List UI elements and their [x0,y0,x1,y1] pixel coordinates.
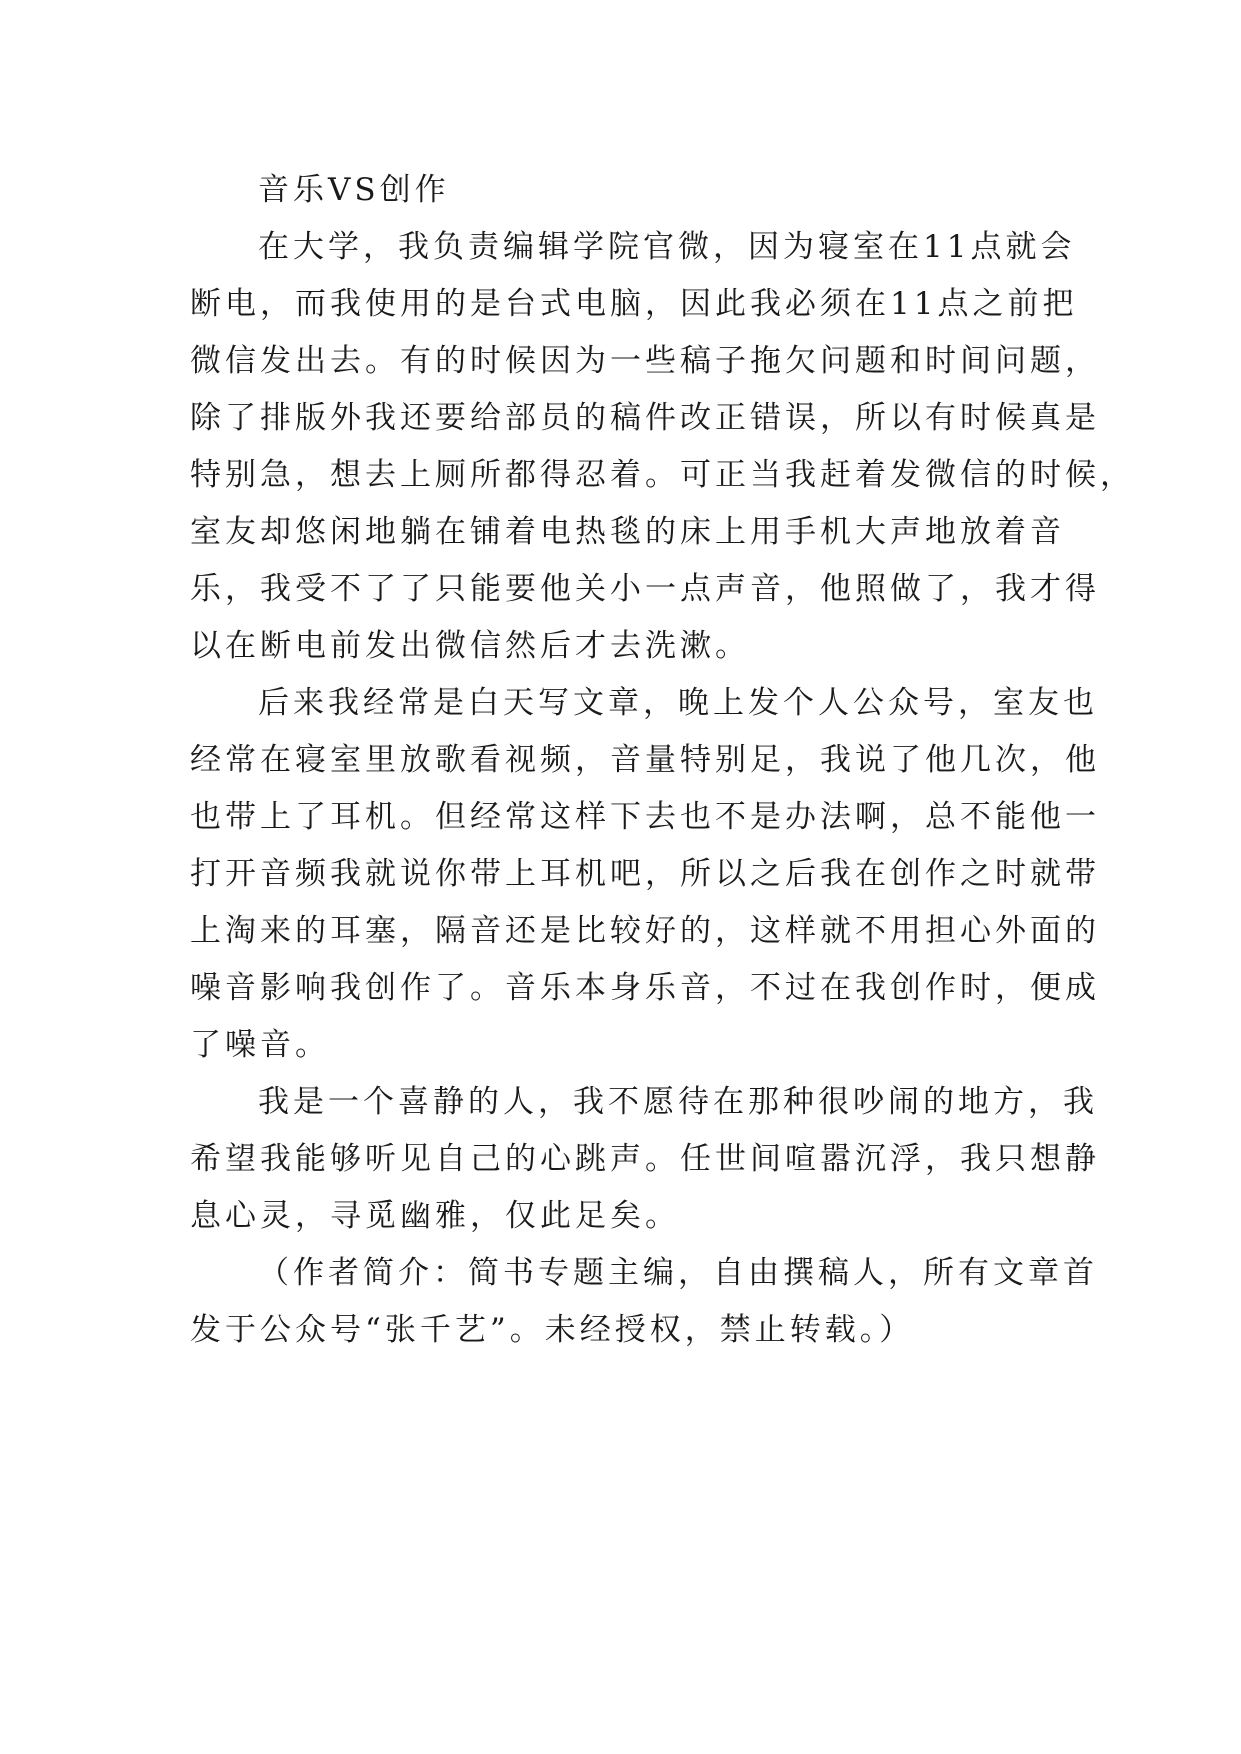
paragraph-line: 噪音影响我创作了。音乐本身乐音，不过在我创作时，便成 [190,970,1100,1006]
article-body [190,162,1135,1359]
author-note [190,1245,1098,1359]
paragraph-line: 室友却悠闲地躺在铺着电热毯的床上用手机大声地放着音 [190,514,1065,550]
paragraph-line: （作者简介：简书专题主编，自由撰稿人，所有文章首 [258,1255,1098,1291]
paragraph-line: 以在断电前发出微信然后才去洗漱。 [190,628,750,664]
paragraph-line: 后来我经常是白天写文章，晚上发个人公众号，室友也 [258,685,1098,721]
paragraph-line: 上淘来的耳塞，隔音还是比较好的，这样就不用担心外面的 [190,913,1100,949]
paragraph-line: 发于公众号“张千艺”。未经授权，禁止转载。） [190,1312,915,1348]
paragraph-line: 也带上了耳机。但经常这样下去也不是办法啊，总不能他一 [190,799,1100,835]
paragraph-line: 除了排版外我还要给部员的稿件改正错误，所以有时候真是 [190,400,1100,436]
paragraph-line: 打开音频我就说你带上耳机吧，所以之后我在创作之时就带 [190,856,1100,892]
paragraph-2 [190,675,1100,1074]
paragraph-line: 乐，我受不了了只能要他关小一点声音，他照做了，我才得 [190,571,1100,607]
paragraph-line: 息心灵，寻觅幽雅，仅此足矣。 [190,1198,680,1234]
paragraph-line: 微信发出去。有的时候因为一些稿子拖欠问题和时间问题， [190,343,1100,379]
paragraph-1 [190,219,1135,675]
paragraph-line: 断电，而我使用的是台式电脑，因此我必须在11点之前把 [190,286,1078,322]
paragraph-line: 在大学，我负责编辑学院官微，因为寝室在11点就会 [258,229,1076,265]
paragraph-line: 我是一个喜静的人，我不愿待在那种很吵闹的地方，我 [258,1084,1098,1120]
paragraph-line: 希望我能够听见自己的心跳声。任世间喧嚣沉浮，我只想静 [190,1141,1100,1177]
article-title: 音乐VS创作 [258,172,450,208]
paragraph-3 [190,1074,1100,1245]
paragraph-line: 特别急，想去上厕所都得忍着。可正当我赶着发微信的时候， [190,457,1135,493]
paragraph-line: 经常在寝室里放歌看视频，音量特别足，我说了他几次，他 [190,742,1100,778]
paragraph-line: 了噪音。 [190,1027,330,1063]
